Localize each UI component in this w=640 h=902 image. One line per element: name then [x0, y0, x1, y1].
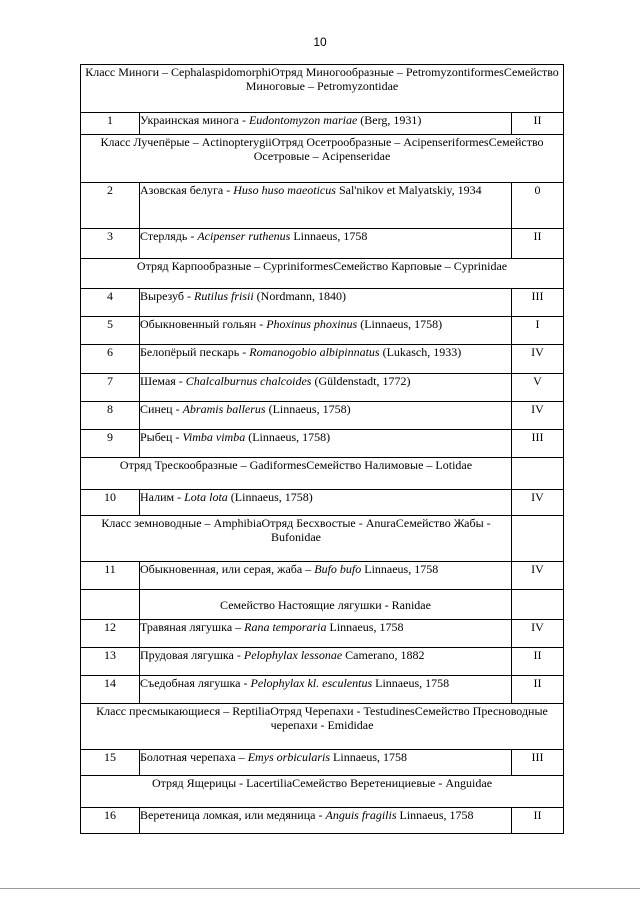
taxon-header-row [81, 458, 564, 490]
species-latin-name: Bufo bufo [314, 562, 362, 576]
species-latin-name: Pelophylax kl. esculentus [250, 676, 373, 690]
species-latin-name: Romanogobio albipinnatus [249, 345, 380, 359]
species-name [140, 317, 512, 345]
species-number: 5 [81, 317, 140, 345]
species-table [80, 64, 564, 834]
taxon-line: Семейство Пресноводные черепахи - Emididae [270, 704, 548, 732]
species-author: Sal'nikov et Malyatskiy, 1934 [335, 183, 482, 197]
species-common-name: Налим - [140, 490, 185, 504]
species-author: (Linnaeus, 1758) [265, 402, 351, 416]
taxon-line: Отряд Карпообразные – Cypriniformes [136, 259, 334, 273]
species-name [140, 402, 512, 430]
species-common-name: Съедобная лягушка - [140, 676, 251, 690]
status-category: I [512, 317, 564, 345]
status-category: II [512, 676, 564, 704]
species-latin-name: Abramis ballerus [182, 402, 266, 416]
species-common-name: Азовская белуга - [140, 183, 234, 197]
species-number: 8 [81, 402, 140, 430]
species-number: 4 [81, 289, 140, 317]
taxon-header-row [81, 135, 564, 183]
status-category: IV [512, 562, 564, 590]
species-number: 11 [81, 562, 140, 590]
status-category: II [512, 648, 564, 676]
species-common-name: Травяная лягушка – [140, 620, 245, 634]
species-author: (Linnaeus, 1758) [227, 490, 313, 504]
species-table-body [81, 65, 564, 834]
species-author: Linnaeus, 1758 [326, 620, 404, 634]
species-name [140, 430, 512, 458]
species-number: 15 [81, 750, 140, 776]
species-author: Linnaeus, 1758 [372, 676, 450, 690]
taxon-header [81, 135, 564, 183]
species-number: 6 [81, 345, 140, 374]
species-name [140, 562, 512, 590]
species-common-name: Обыкновенная, или серая, жаба – [140, 562, 315, 576]
species-row [81, 676, 564, 704]
empty-cell [512, 516, 564, 562]
species-latin-name: Rana temporaria [244, 620, 327, 634]
taxon-header-row [81, 516, 564, 562]
species-row [81, 490, 564, 516]
taxon-header-row [81, 704, 564, 750]
status-category: II [512, 229, 564, 259]
species-number: 7 [81, 374, 140, 402]
taxon-line: Отряд Осетрообразные – Acipenseriformes [271, 135, 489, 149]
species-name [140, 750, 512, 776]
species-name [140, 490, 512, 516]
species-row [81, 289, 564, 317]
status-category: III [512, 289, 564, 317]
species-name [140, 183, 512, 229]
taxon-line: Класс Лучепёрые – Actinopterygii [100, 135, 272, 149]
taxon-line: Семейство Жабы - Bufonidae [271, 516, 491, 544]
species-common-name: Веретеница ломкая, или медяница - [140, 808, 326, 822]
taxon-header [81, 516, 512, 562]
species-latin-name: Lota lota [184, 490, 228, 504]
species-latin-name: Rutilus frisii [193, 289, 254, 303]
species-common-name: Рыбец - [140, 430, 183, 444]
taxon-header [81, 704, 564, 750]
species-name [140, 648, 512, 676]
species-row [81, 808, 564, 834]
status-category: V [512, 374, 564, 402]
species-latin-name: Pelophylax lessonae [243, 648, 343, 662]
species-author: Camerano, 1882 [342, 648, 425, 662]
species-common-name: Белопёрый пескарь - [140, 345, 250, 359]
status-category: II [512, 113, 564, 135]
status-category: IV [512, 345, 564, 374]
species-number: 13 [81, 648, 140, 676]
status-category: II [512, 808, 564, 834]
species-author: Linnaeus, 1758 [290, 229, 368, 243]
taxon-header-row [81, 776, 564, 808]
taxon-line: Семейство Карповые – Cyprinidae [333, 259, 508, 273]
species-number: 2 [81, 183, 140, 229]
empty-cell [512, 590, 564, 620]
species-latin-name: Acipenser ruthenus [197, 229, 291, 243]
species-row [81, 317, 564, 345]
species-common-name: Стерлядь - [140, 229, 198, 243]
status-category: IV [512, 620, 564, 648]
footer-rule [0, 888, 640, 889]
taxon-header [81, 259, 564, 289]
species-number: 10 [81, 490, 140, 516]
species-latin-name: Phoxinus phoxinus [266, 317, 358, 331]
species-number: 16 [81, 808, 140, 834]
species-common-name: Синец - [140, 402, 183, 416]
species-row [81, 750, 564, 776]
species-row [81, 374, 564, 402]
species-name [140, 113, 512, 135]
taxon-line: Семейство Налимовые – Lotidae [306, 458, 473, 472]
species-latin-name: Eudontomyzon mariae [248, 113, 358, 127]
species-common-name: Вырезуб - [140, 289, 194, 303]
species-number: 14 [81, 676, 140, 704]
taxon-line: Семейство Осетровые – Acipenseridae [253, 135, 544, 163]
species-name [140, 620, 512, 648]
taxon-header [81, 458, 512, 490]
taxon-line: Класс пресмыкающиеся – Reptilia [96, 704, 271, 718]
species-row [81, 648, 564, 676]
taxon-line: Отряд Миногообразные – Petromyzontiformes [271, 65, 504, 79]
page-number: 10 [313, 35, 327, 49]
species-latin-name: Huso huso maeoticus [233, 183, 336, 197]
species-common-name: Украинская минога - [140, 113, 249, 127]
species-row [81, 430, 564, 458]
status-category: IV [512, 402, 564, 430]
species-author: (Berg, 1931) [357, 113, 422, 127]
taxon-line: Класс земноводные – Amphibia [101, 516, 262, 530]
species-author: (Nordmann, 1840) [253, 289, 346, 303]
status-category: IV [512, 490, 564, 516]
species-name [140, 229, 512, 259]
species-common-name: Шемая - [140, 374, 186, 388]
species-name [140, 289, 512, 317]
species-row [81, 113, 564, 135]
species-author: Linnaeus, 1758 [396, 808, 474, 822]
species-number: 9 [81, 430, 140, 458]
species-author: Linnaeus, 1758 [361, 562, 439, 576]
taxon-line: Отряд Бесхвостые - Anura [261, 516, 396, 530]
taxon-header-row [81, 65, 564, 113]
empty-cell [81, 590, 140, 620]
taxon-line: Отряд Ящерицы - Lacertilia [151, 776, 293, 790]
species-common-name: Обыкновенный гольян - [140, 317, 267, 331]
status-category: III [512, 430, 564, 458]
species-latin-name: Anguis fragilis [325, 808, 397, 822]
species-name [140, 808, 512, 834]
taxon-header-row [81, 590, 564, 620]
species-author: (Linnaeus, 1758) [245, 430, 331, 444]
species-number: 1 [81, 113, 140, 135]
species-author: (Lukasch, 1933) [379, 345, 462, 359]
species-author: (Linnaeus, 1758) [357, 317, 443, 331]
species-latin-name: Chalcalburnus chalcoides [185, 374, 312, 388]
taxon-line: Отряд Черепахи - Testudines [270, 704, 415, 718]
species-name [140, 676, 512, 704]
section-title: Семейство Настоящие лягушки - Ranidae [140, 590, 512, 620]
taxon-header-row [81, 259, 564, 289]
species-row [81, 345, 564, 374]
species-row [81, 229, 564, 259]
taxon-line: Класс Миноги – Cephalaspidomorphi [85, 65, 272, 79]
species-common-name: Болотная черепаха – [140, 750, 248, 764]
species-name [140, 345, 512, 374]
species-number: 12 [81, 620, 140, 648]
species-latin-name: Emys orbicularis [247, 750, 331, 764]
taxon-line: Отряд Трескообразные – Gadiformes [119, 458, 307, 472]
species-row [81, 620, 564, 648]
taxon-line: Семейство Миноговые – Petromyzontidae [245, 65, 559, 93]
taxon-line: Семейство Веретенициевые - Anguidae [292, 776, 493, 790]
species-row [81, 183, 564, 229]
species-author: (Güldenstadt, 1772) [311, 374, 411, 388]
species-number: 3 [81, 229, 140, 259]
status-category: 0 [512, 183, 564, 229]
species-common-name: Прудовая лягушка - [140, 648, 244, 662]
species-name [140, 374, 512, 402]
status-category: III [512, 750, 564, 776]
taxon-header [81, 776, 564, 808]
species-author: Linnaeus, 1758 [330, 750, 408, 764]
taxon-header [81, 65, 564, 113]
species-row [81, 562, 564, 590]
species-latin-name: Vimba vimba [182, 430, 246, 444]
species-row [81, 402, 564, 430]
empty-cell [512, 458, 564, 490]
